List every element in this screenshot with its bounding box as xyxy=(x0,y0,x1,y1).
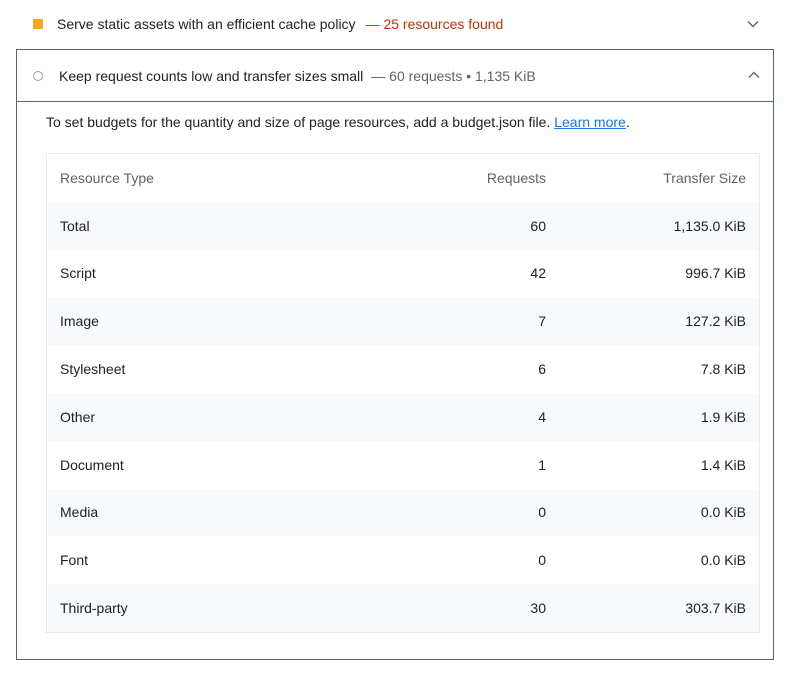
table-row xyxy=(47,441,760,489)
table-row xyxy=(47,297,760,345)
cell-requests: 4 xyxy=(538,408,546,425)
chevron-down-icon[interactable] xyxy=(745,16,761,32)
cell-transfer-size: 1,135.0 KiB xyxy=(673,217,746,234)
table-header-row xyxy=(47,154,760,202)
cell-transfer-size: 1.4 KiB xyxy=(700,456,746,473)
cell-resource-type: Stylesheet xyxy=(60,361,126,378)
cell-transfer-size: 0.0 KiB xyxy=(700,552,746,569)
audit-description: To set budgets for the quantity and size of page resources, add a budget.json file. Learn more. xyxy=(46,114,630,130)
cell-resource-type: Image xyxy=(60,313,99,330)
cell-resource-type: Third-party xyxy=(60,600,128,617)
cell-requests: 60 xyxy=(530,217,546,234)
cell-transfer-size: 127.2 KiB xyxy=(685,313,746,330)
cell-transfer-size: 996.7 KiB xyxy=(685,265,746,282)
cell-transfer-size: 0.0 KiB xyxy=(700,504,746,521)
table-row xyxy=(47,250,760,298)
audit-row-cache-policy[interactable] xyxy=(16,0,774,50)
audit-title: Serve static assets with an efficient cache policy — 25 resources found xyxy=(57,16,504,32)
chevron-up-icon[interactable] xyxy=(746,67,762,83)
table-row xyxy=(47,536,760,584)
table-row xyxy=(47,345,760,393)
cell-requests: 30 xyxy=(530,600,546,617)
column-header-requests: Requests xyxy=(486,169,546,186)
cell-resource-type: Document xyxy=(60,456,124,473)
cell-requests: 1 xyxy=(538,456,546,473)
table-row xyxy=(47,393,760,441)
orange-square-icon xyxy=(33,19,43,29)
table-row xyxy=(47,584,760,632)
resource-summary-table xyxy=(46,153,760,633)
cell-requests: 6 xyxy=(538,361,546,378)
cell-requests: 7 xyxy=(538,313,546,330)
table-row xyxy=(47,489,760,537)
cell-resource-type: Font xyxy=(60,552,89,569)
cell-transfer-size: 7.8 KiB xyxy=(700,361,746,378)
circle-outline-icon xyxy=(33,71,43,81)
table-row xyxy=(47,202,760,250)
cell-requests: 0 xyxy=(538,504,546,521)
cell-resource-type: Total xyxy=(60,217,90,234)
learn-more-link[interactable]: Learn more xyxy=(554,114,626,130)
cell-transfer-size: 303.7 KiB xyxy=(685,600,746,617)
column-header-transfer-size: Transfer Size xyxy=(663,169,746,186)
column-header-resource-type: Resource Type xyxy=(60,169,154,186)
cell-resource-type: Script xyxy=(60,265,96,282)
audit-summary: — 25 resources found xyxy=(365,16,504,32)
cell-transfer-size: 1.9 KiB xyxy=(700,408,746,425)
audit-summary: — 60 requests • 1,135 KiB xyxy=(371,68,536,84)
cell-resource-type: Media xyxy=(60,504,99,521)
cell-requests: 42 xyxy=(530,265,546,282)
audit-header[interactable] xyxy=(17,50,773,102)
cell-requests: 0 xyxy=(538,552,546,569)
cell-resource-type: Other xyxy=(60,408,96,425)
audit-title: Keep request counts low and transfer sizes small — 60 requests • 1,135 KiB xyxy=(59,68,536,84)
audit-card-request-counts xyxy=(16,49,774,660)
